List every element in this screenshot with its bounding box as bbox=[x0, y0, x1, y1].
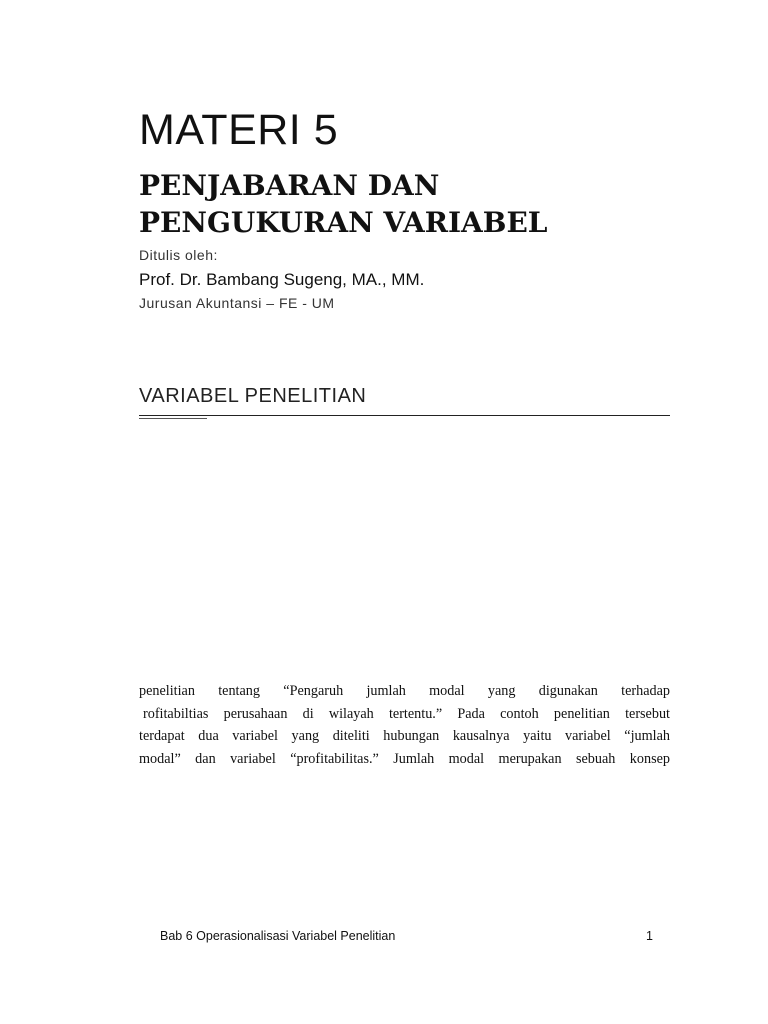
author-affiliation: Jurusan Akuntansi – FE - UM bbox=[139, 295, 335, 311]
body-paragraph bbox=[139, 680, 670, 771]
document-title: PENJABARAN DAN PENGUKURAN VARIABEL bbox=[139, 169, 548, 239]
body-line: rofitabiltias perusahaan di wilayah tertentu.” Pada contoh penelitian tersebut bbox=[143, 705, 670, 722]
body-line: terdapat dua variabel yang diteliti hubungan kausalnya yaitu variabel “jumlah bbox=[139, 728, 670, 745]
author-caption: Ditulis oleh: bbox=[139, 247, 218, 263]
author-name: Prof. Dr. Bambang Sugeng, MA., MM. bbox=[139, 270, 425, 289]
body-line: penelitian tentang “Pengaruh jumlah modal yang digunakan terhadap bbox=[139, 683, 670, 699]
section-divider bbox=[139, 415, 670, 416]
section-divider-accent bbox=[139, 418, 207, 419]
chapter-title: MATERI 5 bbox=[139, 106, 339, 154]
body-line: modal” dan variabel “profitabilitas.” Jumlah modal merupakan sebuah konsep bbox=[139, 751, 670, 768]
footer-running-title: Bab 6 Operasionalisasi Variabel Penelitian bbox=[160, 929, 396, 943]
footer-page-number: 1 bbox=[646, 929, 653, 943]
section-heading: VARIABEL PENELITIAN bbox=[139, 385, 367, 407]
